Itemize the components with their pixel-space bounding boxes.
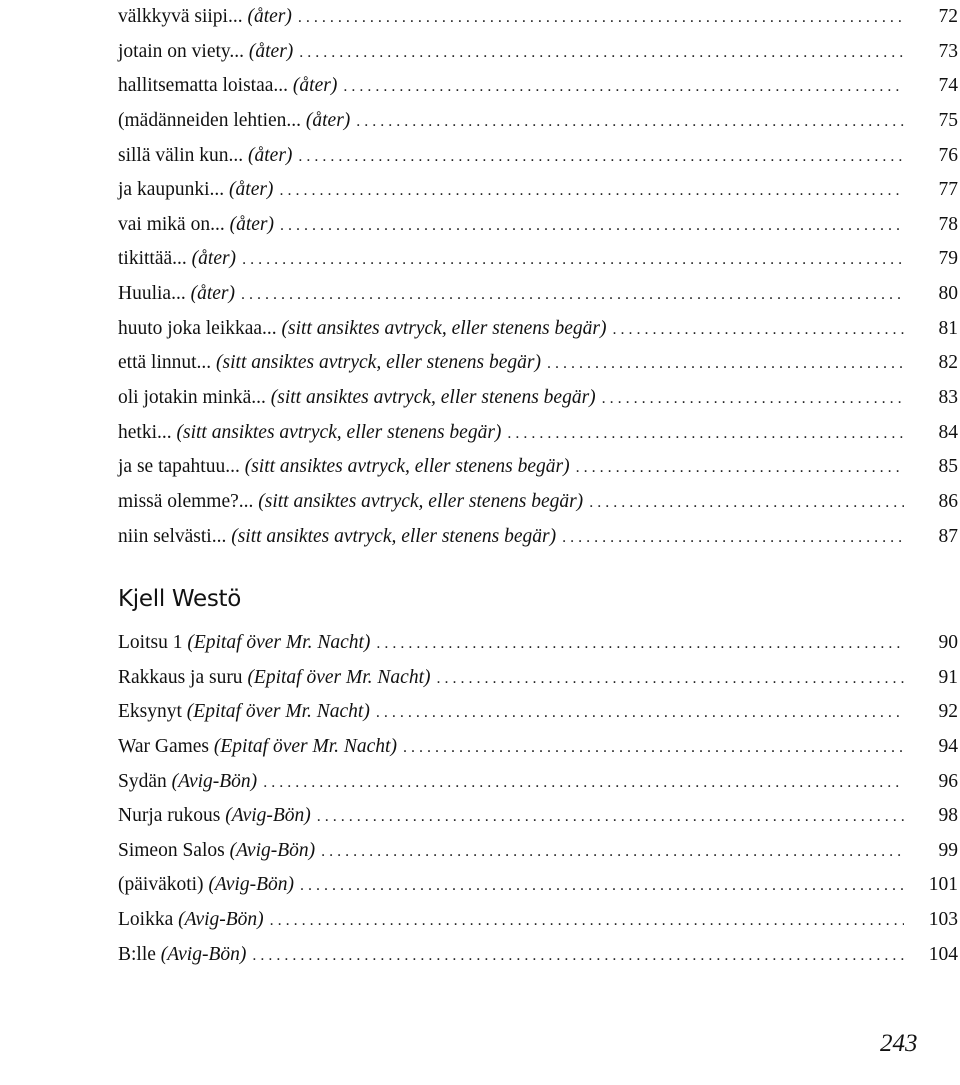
toc-entry-title: [118, 173, 273, 208]
source-collection: (Epitaf över Mr. Nacht): [187, 632, 371, 653]
dot-leader: [376, 696, 904, 731]
toc-page-number: 103: [928, 909, 958, 931]
source-collection: (sitt ansiktes avtryck, eller stenens begär): [270, 387, 596, 409]
poem-title: Eksynyt: [118, 701, 182, 723]
toc-page-number: 81: [938, 317, 958, 339]
toc-page-number: 76: [938, 144, 958, 166]
toc-entry: [118, 450, 960, 485]
source-collection: (sitt ansiktes avtryck, eller stenens begär): [281, 317, 607, 339]
toc-page-number: 99: [938, 839, 958, 861]
toc-entry: [118, 903, 960, 938]
toc-entry: [118, 381, 960, 416]
poem-title: vai mikä on...: [118, 213, 225, 235]
toc-upper-list: [118, 0, 960, 554]
poem-title: Loikka: [118, 909, 174, 931]
source-collection: (Avig-Bön): [171, 770, 258, 792]
poem-title: B:lle: [118, 943, 156, 965]
dot-leader: [270, 904, 904, 939]
toc-entry: [118, 520, 960, 555]
toc-entry-title: [118, 765, 257, 800]
toc-entry-title: [118, 312, 606, 347]
toc-page-number: 98: [938, 805, 958, 827]
toc-entry: [118, 485, 960, 520]
dot-leader: [376, 627, 904, 662]
source-collection: (åter): [229, 213, 274, 235]
poem-title: Sydän: [118, 770, 167, 792]
source-collection: (åter): [248, 40, 294, 62]
source-collection: (sitt ansiktes avtryck, eller stenens begär): [216, 352, 541, 374]
toc-entry-title: [118, 799, 311, 834]
toc-entry-title: [118, 485, 583, 520]
toc-entry: [118, 104, 960, 139]
toc-entry: [118, 173, 960, 208]
dot-leader: [300, 869, 904, 904]
toc-entry: [118, 868, 960, 903]
toc-entry: [118, 416, 960, 451]
poem-title: (mädänneiden lehtien...: [118, 109, 302, 131]
toc-entry-title: [118, 277, 235, 312]
toc-entry-title: [118, 69, 337, 104]
dot-leader: [576, 451, 904, 486]
poem-title: hetki...: [118, 421, 172, 443]
poem-title: sillä välin kun...: [118, 144, 244, 166]
toc-page-number: 90: [938, 632, 958, 653]
poem-title: Rakkaus ja suru: [118, 666, 243, 688]
dot-leader: [242, 243, 904, 278]
toc-entry: [118, 765, 960, 800]
toc-page-number: 83: [938, 387, 958, 409]
dot-leader: [437, 662, 905, 697]
dot-leader: [299, 36, 904, 71]
toc-page-number: 86: [938, 490, 958, 512]
source-collection: (åter): [191, 248, 237, 270]
source-collection: (sitt ansiktes avtryck, eller stenens begär): [176, 421, 502, 443]
dot-leader: [589, 486, 904, 521]
toc-page-number: 80: [938, 283, 958, 305]
source-collection: (Epitaf över Mr. Nacht): [247, 666, 431, 688]
page-number-folio: 243: [880, 1030, 918, 1057]
dot-leader: [602, 382, 904, 417]
toc-page-number: 73: [938, 40, 958, 62]
toc-entry: [118, 730, 960, 765]
poem-title: ja kaupunki...: [118, 179, 225, 201]
dot-leader: [343, 70, 904, 105]
source-collection: (Avig-Bön): [208, 874, 294, 896]
poem-title: oli jotakin minkä...: [118, 387, 266, 409]
toc-entry-title: [118, 730, 397, 765]
toc-page-number: 75: [938, 109, 958, 131]
toc-entry: [118, 626, 960, 661]
poem-title: hallitsematta loistaa...: [118, 75, 289, 97]
poem-title: että linnut...: [118, 352, 212, 374]
dot-leader: [507, 417, 904, 452]
toc-entry-title: [118, 346, 541, 381]
toc-page-number: 78: [938, 213, 958, 235]
toc-page-number: 91: [938, 666, 958, 688]
dot-leader: [562, 521, 904, 556]
toc-page-number: 94: [938, 735, 958, 757]
source-collection: (åter): [248, 144, 293, 166]
poem-title: War Games: [118, 735, 210, 757]
toc-entry: [118, 346, 960, 381]
dot-leader: [612, 313, 904, 348]
poem-title: Huulia...: [118, 283, 186, 305]
toc-page-number: 87: [938, 525, 958, 547]
source-collection: (sitt ansiktes avtryck, eller stenens begär): [258, 490, 584, 512]
poem-title: niin selvästi...: [118, 525, 227, 547]
toc-entry-title: [118, 868, 294, 903]
dot-leader: [252, 939, 904, 974]
toc-entry: [118, 834, 960, 869]
toc-page-number: 101: [928, 874, 958, 896]
dot-leader: [298, 1, 904, 36]
toc-entry-title: [118, 661, 431, 696]
source-collection: (Epitaf över Mr. Nacht): [213, 735, 397, 757]
toc-entry-title: [118, 450, 570, 485]
toc-entry-title: [118, 139, 292, 174]
toc-entry-title: [118, 242, 236, 277]
toc-entry: [118, 242, 960, 277]
toc-page-number: 84: [938, 421, 958, 443]
dot-leader: [279, 174, 904, 209]
toc-entry: [118, 799, 960, 834]
toc-entry-title: [118, 104, 350, 139]
toc-entry: [118, 0, 960, 35]
toc-page-number: 74: [938, 75, 958, 97]
toc-entry: [118, 938, 960, 973]
toc-entry: [118, 208, 960, 243]
toc-lower-list: [118, 626, 960, 972]
toc-entry-title: [118, 626, 370, 661]
toc-entry: [118, 277, 960, 312]
dot-leader: [263, 766, 904, 801]
toc-page-number: 72: [938, 6, 958, 27]
source-collection: (åter): [247, 6, 292, 27]
source-collection: (åter): [305, 109, 351, 131]
source-collection: (Avig-Bön): [229, 839, 316, 861]
toc-entry-title: [118, 520, 556, 555]
toc-entry: [118, 69, 960, 104]
source-collection: (Avig-Bön): [160, 943, 247, 965]
toc-entry: [118, 661, 960, 696]
toc-page-number: 85: [938, 456, 958, 478]
dot-leader: [298, 140, 904, 175]
dot-leader: [280, 209, 904, 244]
poem-title: ja se tapahtuu...: [118, 456, 240, 478]
poem-title: tikittää...: [118, 248, 187, 270]
toc-entry: [118, 312, 960, 347]
poem-title: missä olemme?...: [118, 490, 254, 512]
poem-title: Simeon Salos: [118, 839, 225, 861]
toc-entry: [118, 695, 960, 730]
toc-entry: [118, 35, 960, 70]
poem-title: jotain on viety...: [118, 40, 245, 62]
toc-page-number: 77: [938, 179, 958, 201]
toc-entry-title: [118, 208, 274, 243]
toc-page-number: 79: [938, 248, 958, 270]
toc-entry-title: [118, 416, 501, 451]
source-collection: (Avig-Bön): [178, 909, 264, 931]
source-collection: (sitt ansiktes avtryck, eller stenens begär): [244, 456, 570, 478]
toc-entry-title: [118, 381, 596, 416]
toc-entry-title: [118, 35, 293, 70]
toc-page-number: 104: [928, 943, 958, 965]
toc-entry-title: [118, 695, 370, 730]
source-collection: (åter): [190, 283, 235, 305]
source-collection: (Avig-Bön): [225, 805, 311, 827]
toc-page-number: 82: [938, 352, 958, 374]
toc-page-number: 96: [938, 770, 958, 792]
source-collection: (Epitaf över Mr. Nacht): [186, 701, 370, 723]
section-heading-author: Kjell Westö: [118, 586, 242, 612]
toc-entry: [118, 139, 960, 174]
dot-leader: [547, 347, 904, 382]
poem-title: välkkyvä siipi...: [118, 6, 243, 27]
dot-leader: [321, 835, 904, 870]
dot-leader: [317, 800, 904, 835]
toc-entry-title: [118, 0, 292, 35]
poem-title: huuto joka leikkaa...: [118, 317, 277, 339]
dot-leader: [241, 278, 904, 313]
toc-entry-title: [118, 938, 246, 973]
poem-title: Nurja rukous: [118, 805, 221, 827]
dot-leader: [403, 731, 904, 766]
toc-page-number: 92: [938, 701, 958, 723]
source-collection: (åter): [292, 75, 338, 97]
poem-title: Loitsu 1: [118, 632, 183, 653]
toc-entry-title: [118, 903, 264, 938]
dot-leader: [356, 105, 904, 140]
poem-title: (päiväkoti): [118, 874, 204, 896]
source-collection: (sitt ansiktes avtryck, eller stenens begär): [231, 525, 557, 547]
source-collection: (åter): [229, 179, 274, 201]
toc-entry-title: [118, 834, 315, 869]
